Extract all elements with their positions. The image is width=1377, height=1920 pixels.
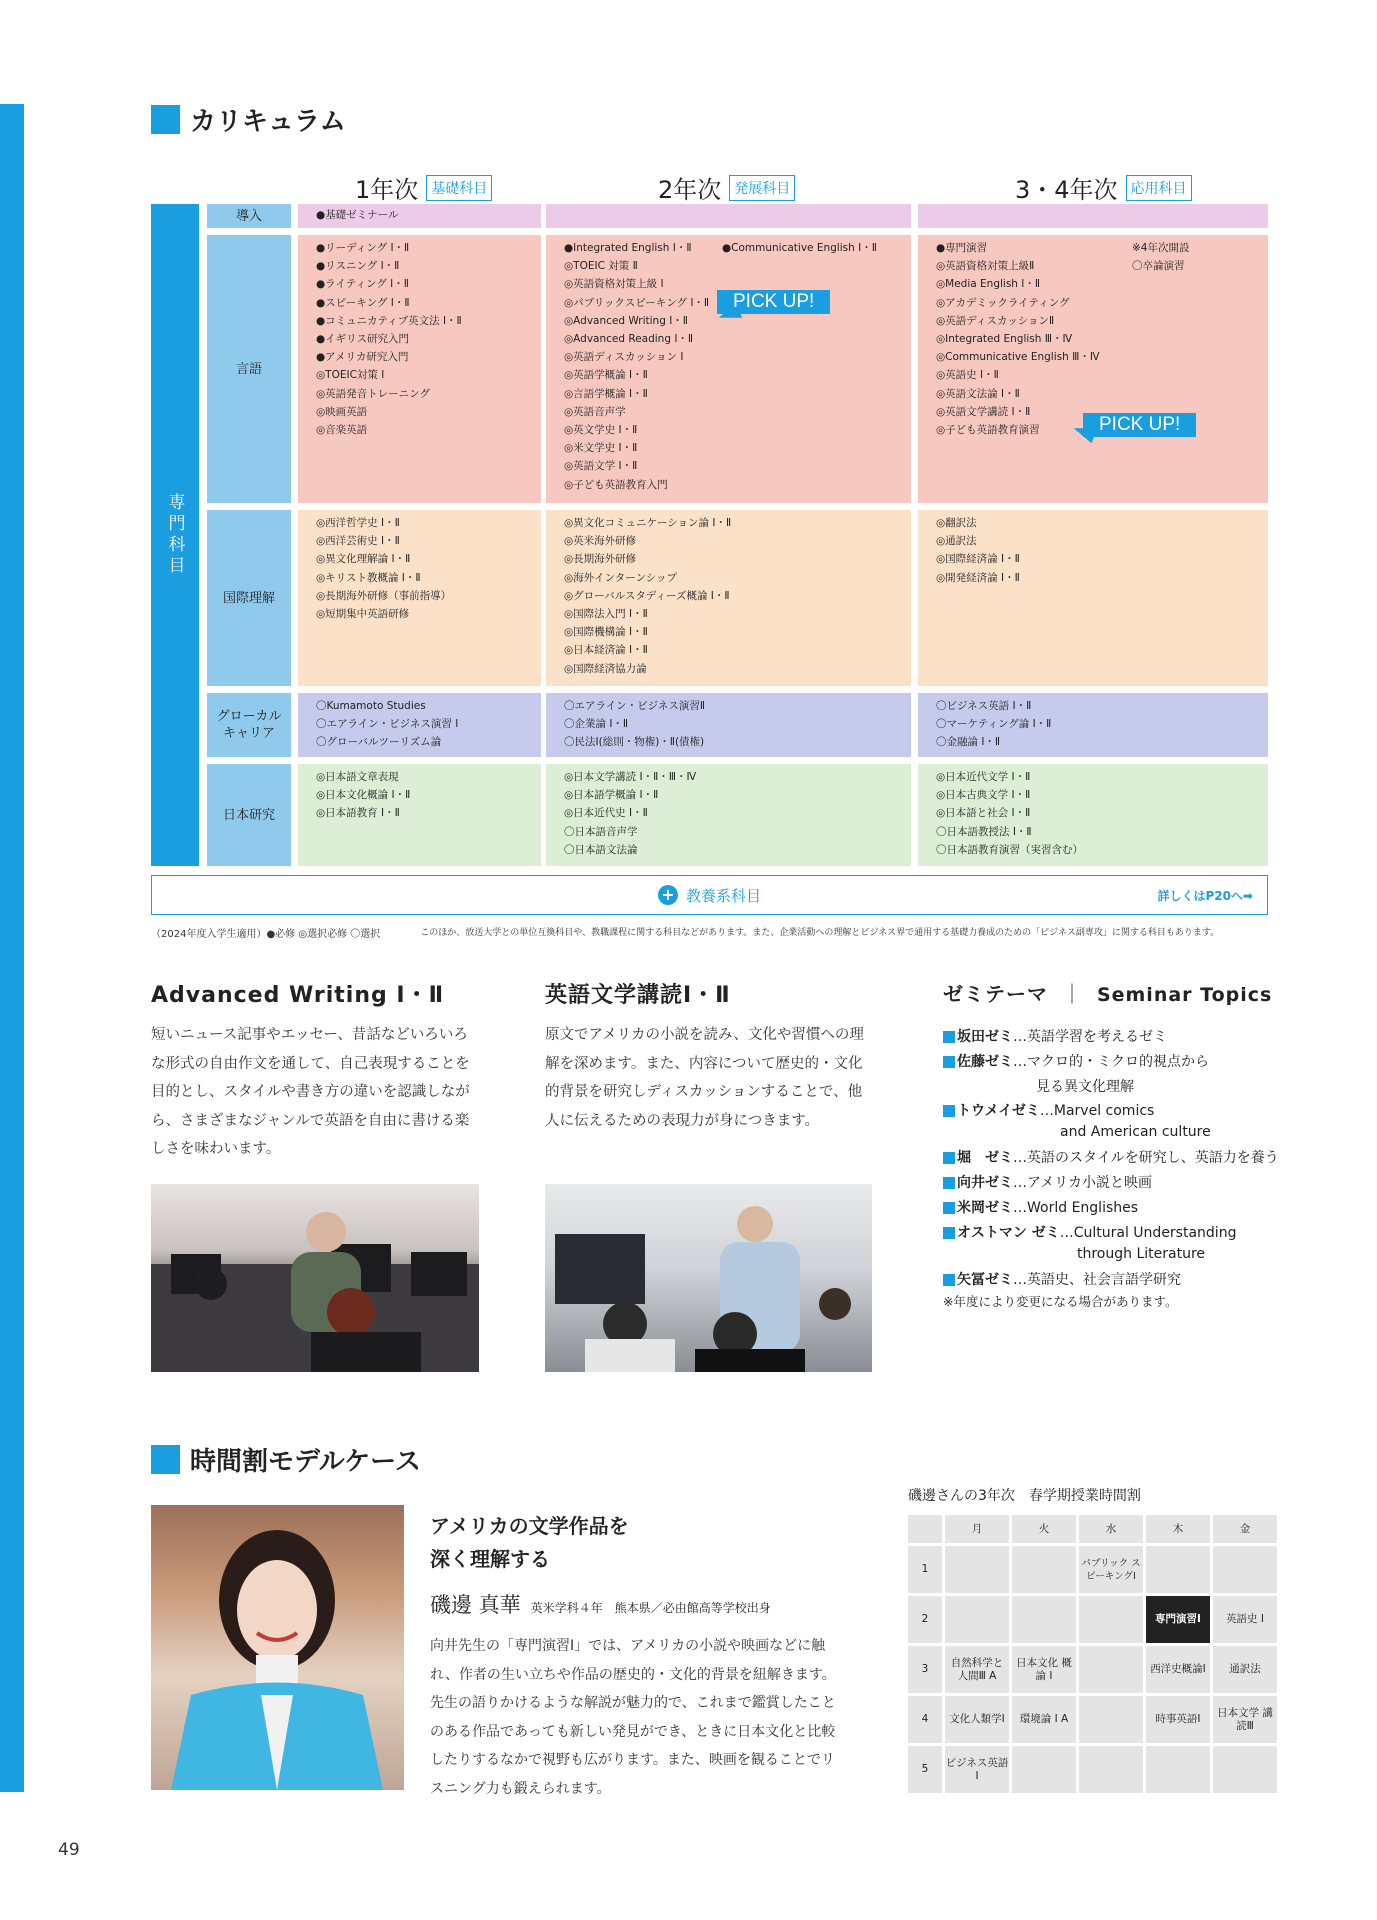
feature-body-2: 原文でアメリカの小説を読み、文化や習慣への理解を深めます。また、内容について歴史的・文化的背景を研究しディスカッションすることで、他人に伝えるための表現力が身につきます。 xyxy=(545,1027,864,1129)
class-cell: 西洋史概論Ⅰ xyxy=(1146,1646,1210,1693)
class-cell xyxy=(1079,1696,1143,1743)
seminar-topic: 英語史、社会言語学研究 xyxy=(1027,1272,1181,1288)
feature-body-1: 短いニュース記事やエッセー、昔話などいろいろな形式の自由作文を通して、自己表現することを目的とし、スタイルや書き方の違いを認識しながら、さまざまなジャンルで英語を自由に書ける楽しさを味わいます。 xyxy=(151,1027,470,1157)
course-item: ◎Media English Ⅰ・Ⅱ xyxy=(936,278,1041,291)
portrait-illustration xyxy=(151,1505,404,1790)
course-item: 〇エアライン・ビジネス演習Ⅱ xyxy=(564,700,706,712)
course-item: 〇日本語教授法 Ⅰ・Ⅱ xyxy=(936,825,1032,838)
course-item: ◎英語学概論 Ⅰ・Ⅱ xyxy=(564,369,648,382)
class-cell xyxy=(1079,1746,1143,1793)
course-item: ◎英語文学 Ⅰ・Ⅱ xyxy=(564,460,638,473)
headline-line: 深く理解する xyxy=(430,1547,550,1571)
course-item: ●コミュニカティブ英文法 Ⅰ・Ⅱ xyxy=(316,314,462,327)
course-item: ◎英語文学講読 Ⅰ・Ⅱ xyxy=(936,405,1031,418)
day-header: 水 xyxy=(1079,1515,1143,1543)
heading-square-icon xyxy=(151,1445,180,1474)
course-item: ◎TOEIC 対策 Ⅱ xyxy=(564,260,638,273)
course-item: ◎異文化コミュニケーション論 Ⅰ・Ⅱ xyxy=(564,517,732,529)
class-cell: 自然科学と 人間Ⅲ A xyxy=(945,1646,1009,1693)
seminar-item: 堀 ゼミ … 英語のスタイルを研究し、英語力を養う xyxy=(943,1146,1279,1171)
divider: ｜ xyxy=(1061,982,1083,1006)
course-item: ◎長期海外研修（事前指導） xyxy=(316,589,452,602)
student-profile xyxy=(430,1589,771,1619)
course-item: ◎英語史 Ⅰ・Ⅱ xyxy=(936,369,999,382)
course-item: ◎日本文学講読 Ⅰ・Ⅱ・Ⅲ・Ⅳ xyxy=(564,771,697,783)
seminar-topic: 英語学習を考えるゼミ xyxy=(1027,1029,1167,1045)
language-y1-cell xyxy=(298,235,541,503)
heading-square-icon xyxy=(151,105,180,134)
seminar-topic: マクロ的・ミクロ的視点から xyxy=(1027,1054,1209,1070)
year-header-2 xyxy=(658,170,795,205)
course-item: ◎英語文法論 Ⅰ・Ⅱ xyxy=(936,387,1020,400)
class-cell xyxy=(1146,1546,1210,1593)
course-item: ◎日本語学概論 Ⅰ・Ⅱ xyxy=(564,789,659,802)
year-header-3 xyxy=(1015,170,1192,205)
course-item: 〇グローバルツーリズム論 xyxy=(316,736,442,749)
course-item: ●Integrated English Ⅰ・Ⅱ xyxy=(564,242,692,254)
bullet-square-icon xyxy=(943,1031,955,1043)
seminar-topic: Cultural Understanding xyxy=(1073,1225,1237,1241)
course-item: ◎米文学史 Ⅰ・Ⅱ xyxy=(564,442,638,455)
course-item: ●リスニング Ⅰ・Ⅱ xyxy=(316,260,400,273)
course-item: ◎Integrated English Ⅲ・Ⅳ xyxy=(936,333,1073,346)
class-cell: 通訳法 xyxy=(1213,1646,1277,1693)
class-cell xyxy=(1213,1546,1277,1593)
classroom-photo-2 xyxy=(545,1184,872,1372)
seminar-topic: World Englishes xyxy=(1027,1200,1139,1216)
class-cell: 文化人類学Ⅰ xyxy=(945,1696,1009,1743)
course-item: ◎異文化理解論 Ⅰ・Ⅱ xyxy=(316,553,411,566)
timetable-title: 時間割モデルケース xyxy=(190,1447,421,1477)
corner-cell xyxy=(908,1515,942,1543)
course-item: ●イギリス研究入門 xyxy=(316,333,409,346)
class-cell: 時事英語Ⅰ xyxy=(1146,1696,1210,1743)
class-cell: 日本文化 概論 Ⅰ xyxy=(1012,1646,1076,1693)
course-item: ◎Advanced Writing Ⅰ・Ⅱ xyxy=(564,314,688,327)
course-item: ◎日本語教育 Ⅰ・Ⅱ xyxy=(316,807,400,820)
seminar-item: 佐藤ゼミ … マクロ的・ミクロ的視点から xyxy=(943,1050,1279,1075)
timetable xyxy=(905,1512,1280,1796)
seminar-item: オストマン ゼミ … Cultural Understanding xyxy=(943,1221,1279,1246)
course-item: ●ライティング Ⅰ・Ⅱ xyxy=(316,278,409,291)
course-note: ※4年次開設 xyxy=(1132,242,1190,254)
year-label: 1年次 xyxy=(355,176,419,204)
course-item: ◎音楽英語 xyxy=(316,424,368,437)
course-item: ◎日本近代文学 Ⅰ・Ⅱ xyxy=(936,771,1031,783)
class-cell xyxy=(1146,1746,1210,1793)
year-header-1 xyxy=(355,170,492,205)
course-item: ◎キリスト教概論 Ⅰ・Ⅱ xyxy=(316,571,421,584)
year-tag: 発展科目 xyxy=(729,175,795,201)
seminar-topic: Marvel comics xyxy=(1053,1103,1155,1119)
course-item: ◎国際経済協力論 xyxy=(564,662,647,675)
bullet-square-icon xyxy=(943,1227,955,1239)
pickup-badge-1: PICK UP! xyxy=(717,290,830,314)
course-item: ◎長期海外研修 xyxy=(564,553,637,566)
course-item: ◎西洋芸術史 Ⅰ・Ⅱ xyxy=(316,535,400,548)
course-item: 〇日本語文法論 xyxy=(564,843,638,856)
course-item: ◎Communicative English Ⅲ・Ⅳ xyxy=(936,351,1100,364)
seminar-name: オストマン ゼミ xyxy=(957,1225,1060,1241)
bullet-square-icon xyxy=(943,1202,955,1214)
timetable-header-row xyxy=(908,1515,1277,1543)
timetable-caption: 磯邊さんの3年次 春学期授業時間割 xyxy=(908,1488,1141,1504)
page-number: 49 xyxy=(58,1840,80,1860)
seminar-name: 堀 ゼミ xyxy=(957,1150,1013,1166)
seminar-topic: and American culture xyxy=(1060,1124,1211,1140)
curriculum-heading xyxy=(151,101,346,138)
class-cell xyxy=(1012,1596,1076,1643)
classroom-photo-1 xyxy=(151,1184,479,1372)
course-item: 〇エアライン・ビジネス演習 Ⅰ xyxy=(316,718,459,731)
photo-illustration xyxy=(545,1184,872,1372)
seminar-topic: アメリカ小説と映画 xyxy=(1027,1175,1153,1191)
period-number: 4 xyxy=(908,1696,942,1743)
row-label-intl: 国際理解 xyxy=(207,510,291,686)
seminar-note: ※年度により変更になる場合があります。 xyxy=(943,1294,1178,1309)
course-item: ◎英語音声学 xyxy=(564,405,626,418)
course-item: ◎国際経済論 Ⅰ・Ⅱ xyxy=(936,553,1020,566)
student-comment: 向井先生の「専門演習Ⅰ」では、アメリカの小説や映画などに触れ、作者の生い立ちや作品の歴史的・文化的背景を紐解きます。先生の語りかけるような解説が魅力的で、これまで鑑賞したことのある作品であっても新しい発見ができ、ときに日本文化と比較したりするなかで視野も広がります。また、映画を観ることでリスニング力も鍛えられます。 xyxy=(430,1638,836,1797)
course-item: ●アメリカ研究入門 xyxy=(316,351,409,364)
seminar-topic: through Literature xyxy=(1077,1246,1206,1262)
seminar-item: トウメイゼミ … Marvel comics xyxy=(943,1099,1279,1124)
student-name: 磯邊 真華 xyxy=(430,1593,521,1617)
course-item: ●Communicative English Ⅰ・Ⅱ xyxy=(722,242,877,254)
course-item: ◎映画英語 xyxy=(316,405,368,418)
legend-key: （2024年度入学生適用）●必修 ◎選択必修 〇選択 xyxy=(151,929,381,940)
bullet-square-icon xyxy=(943,1105,955,1117)
class-cell-highlight: 専門演習Ⅰ xyxy=(1146,1596,1210,1643)
period-number: 1 xyxy=(908,1546,942,1593)
legend xyxy=(151,925,1219,940)
class-cell xyxy=(1079,1646,1143,1693)
course-item: ◎短期集中英語研修 xyxy=(316,608,410,621)
course-item: ◎パブリックスピーキング Ⅰ・Ⅱ xyxy=(564,296,710,309)
course-item: 〇ビジネス英語 Ⅰ・Ⅱ xyxy=(936,700,1032,712)
curriculum-title: カリキュラム xyxy=(190,107,346,137)
course-item: ◎英語発音トレーニング xyxy=(316,387,430,400)
row-label-language: 言語 xyxy=(207,235,291,503)
seminar-item: 矢冨ゼミ … 英語史、社会言語学研究 xyxy=(943,1268,1279,1293)
row-label-japan: 日本研究 xyxy=(207,764,291,866)
timetable-row xyxy=(908,1596,1277,1643)
period-number: 5 xyxy=(908,1746,942,1793)
timetable-row xyxy=(908,1696,1277,1743)
class-cell xyxy=(1012,1746,1076,1793)
japan-y1-cell xyxy=(298,764,541,866)
year-label: 3・4年次 xyxy=(1015,176,1118,204)
seminar-heading xyxy=(943,978,1272,1007)
course-item: ◎アカデミックライティング xyxy=(936,296,1070,309)
seminar-name: 矢冨ゼミ xyxy=(957,1272,1013,1288)
seminar-topic: 見る異文化理解 xyxy=(1036,1079,1134,1095)
course-item: ◎英米海外研修 xyxy=(564,535,637,548)
course-item: 〇民法Ⅰ(総則・物権)・Ⅱ(債権) xyxy=(564,736,705,749)
pickup-badge-2: PICK UP! xyxy=(1083,413,1196,437)
class-cell xyxy=(945,1546,1009,1593)
course-item: ◎グローバルスタディーズ概論 Ⅰ・Ⅱ xyxy=(564,589,730,602)
timetable-row xyxy=(908,1546,1277,1593)
course-item: ●スピーキング Ⅰ・Ⅱ xyxy=(316,296,410,309)
bullet-square-icon xyxy=(943,1152,955,1164)
course-item: ◎国際法入門 Ⅰ・Ⅱ xyxy=(564,608,648,621)
intl-y34-cell xyxy=(918,510,1268,686)
class-cell: 英語史 Ⅰ xyxy=(1213,1596,1277,1643)
day-header: 火 xyxy=(1012,1515,1076,1543)
row-label-glocal: グローカルキャリア xyxy=(207,693,291,757)
year-label: 2年次 xyxy=(658,176,722,204)
course-item: ◎翻訳法 xyxy=(936,517,977,529)
seminar-name: トウメイゼミ xyxy=(957,1103,1040,1119)
glocal-y2-cell xyxy=(546,693,911,757)
course-item: ●専門演習 xyxy=(936,242,988,254)
day-header: 木 xyxy=(1146,1515,1210,1543)
course-item: 〇金融論 Ⅰ・Ⅱ xyxy=(936,736,1001,749)
seminar-name: 向井ゼミ xyxy=(957,1175,1013,1191)
bullet-square-icon xyxy=(943,1177,955,1189)
student-info: 英米学科４年 熊本県／必由館高等学校出身 xyxy=(530,1601,771,1615)
intl-y2-cell xyxy=(546,510,911,686)
year-tag: 基礎科目 xyxy=(426,175,492,201)
course-item: ◎子ども英語教育演習 xyxy=(936,424,1040,437)
course-item: ◎日本古典文学 Ⅰ・Ⅱ xyxy=(936,789,1031,802)
course-item: ●リーディング Ⅰ・Ⅱ xyxy=(316,242,410,254)
seminar-name: 坂田ゼミ xyxy=(957,1029,1013,1045)
course-item: ◎子ども英語教育入門 xyxy=(564,478,668,491)
course-item: ◎西洋哲学史 Ⅰ・Ⅱ xyxy=(316,517,400,529)
day-header: 金 xyxy=(1213,1515,1277,1543)
kyoyo-label: 教養系科目 xyxy=(685,886,761,905)
course-item: ◎英語資格対策上級Ⅱ xyxy=(936,260,1035,273)
headline-line: アメリカの文学作品を xyxy=(430,1514,629,1538)
glocal-y34-cell xyxy=(918,693,1268,757)
senmon-kamoku-label: 専門科目 xyxy=(151,204,199,866)
course-item: 〇日本語教育演習（実習含む） xyxy=(936,843,1083,856)
seminar-item: 向井ゼミ … アメリカ小説と映画 xyxy=(943,1171,1279,1196)
seminar-name: 佐藤ゼミ xyxy=(957,1054,1013,1070)
class-cell: ビジネス英語Ⅰ xyxy=(945,1746,1009,1793)
intro-y2-cell xyxy=(546,204,911,228)
intl-y1-cell xyxy=(298,510,541,686)
seminar-title: ゼミテーマ xyxy=(943,982,1048,1006)
class-cell xyxy=(1012,1546,1076,1593)
language-y2-cell xyxy=(546,235,911,503)
course-item: ◎言語学概論 Ⅰ・Ⅱ xyxy=(564,387,648,400)
timetable-heading xyxy=(151,1441,421,1478)
seminar-topic: 英語のスタイルを研究し、英語力を養う xyxy=(1027,1150,1279,1166)
course-item: ◎開発経済論 Ⅰ・Ⅱ xyxy=(936,571,1020,584)
course-item: ◎Advanced Reading Ⅰ・Ⅱ xyxy=(564,333,694,346)
left-accent-bar xyxy=(0,104,24,1792)
period-number: 2 xyxy=(908,1596,942,1643)
course-item: ◎海外インターンシップ xyxy=(564,571,678,584)
course-item: 〇マーケティング論 Ⅰ・Ⅱ xyxy=(936,718,1052,731)
language-y34-cell xyxy=(918,235,1268,503)
seminar-item: 坂田ゼミ … 英語学習を考えるゼミ xyxy=(943,1025,1279,1050)
glocal-y1-cell xyxy=(298,693,541,757)
seminar-list xyxy=(943,1025,1279,1311)
feature-title-1: Advanced Writing Ⅰ・Ⅱ xyxy=(151,983,445,1008)
course-item: ◎英語資格対策上級 Ⅰ xyxy=(564,278,664,291)
timetable-row xyxy=(908,1646,1277,1693)
course-item: ◎日本経済論 Ⅰ・Ⅱ xyxy=(564,644,648,657)
intro-y1-cell xyxy=(298,204,541,228)
period-number: 3 xyxy=(908,1646,942,1693)
course-item: 〇卒論演習 xyxy=(1132,260,1185,272)
class-cell xyxy=(945,1596,1009,1643)
course-item: 〇日本語音声学 xyxy=(564,825,638,838)
course-item: ◎日本語文章表現 xyxy=(316,771,399,783)
course-item: ◎国際機構論 Ⅰ・Ⅱ xyxy=(564,626,648,639)
course-item: ◎日本語と社会 Ⅰ・Ⅱ xyxy=(936,807,1031,820)
seminar-item: 米岡ゼミ … World Englishes xyxy=(943,1196,1279,1221)
legend-note: このほか、放送大学との単位互換科目や、教職課程に関する科目などがあります。また、企業活動への理解とビジネス界で通用する基礎力養成のための「ビジネス副専攻」に関する科目もあります。 xyxy=(420,928,1220,938)
course-item: ◎英文学史 Ⅰ・Ⅱ xyxy=(564,424,638,437)
course-item: ◎英語ディスカッション Ⅰ xyxy=(564,351,684,364)
japan-y2-cell xyxy=(546,764,911,866)
course-item: ●基礎ゼミナール xyxy=(316,209,399,221)
day-header: 月 xyxy=(945,1515,1009,1543)
course-item: ◎TOEIC対策 Ⅰ xyxy=(316,369,385,382)
course-item: ◎日本文化概論 Ⅰ・Ⅱ xyxy=(316,789,411,802)
seminar-name: 米岡ゼミ xyxy=(957,1200,1013,1216)
photo-illustration xyxy=(151,1184,479,1372)
class-cell xyxy=(1079,1596,1143,1643)
bullet-square-icon xyxy=(943,1274,955,1286)
year-tag: 応用科目 xyxy=(1126,175,1192,201)
class-cell: パブリック スピーキングⅠ xyxy=(1079,1546,1143,1593)
student-photo xyxy=(151,1505,404,1790)
plus-icon: + xyxy=(658,885,678,905)
kyoyo-link-bar[interactable] xyxy=(151,875,1268,915)
course-item: ◎通訳法 xyxy=(936,535,977,548)
course-item: 〇企業論 Ⅰ・Ⅱ xyxy=(564,718,629,731)
course-item: 〇Kumamoto Studies xyxy=(316,700,426,712)
timetable-row xyxy=(908,1746,1277,1793)
row-label-intro: 導入 xyxy=(207,204,291,228)
bullet-square-icon xyxy=(943,1056,955,1068)
feature-title-2: 英語文学講読Ⅰ・Ⅱ xyxy=(545,983,731,1008)
class-cell xyxy=(1213,1746,1277,1793)
course-item: ◎英語ディスカッションⅡ xyxy=(936,314,1055,327)
class-cell: 日本文学 講読Ⅲ xyxy=(1213,1696,1277,1743)
student-headline xyxy=(430,1510,629,1576)
intro-y34-cell xyxy=(918,204,1268,228)
course-item: ◎日本近代史 Ⅰ・Ⅱ xyxy=(564,807,648,820)
class-cell: 環境論 Ⅰ A xyxy=(1012,1696,1076,1743)
japan-y34-cell xyxy=(918,764,1268,866)
seminar-title-en: Seminar Topics xyxy=(1096,984,1273,1006)
see-more-link[interactable]: 詳しくはP20へ➡ xyxy=(1157,888,1253,903)
